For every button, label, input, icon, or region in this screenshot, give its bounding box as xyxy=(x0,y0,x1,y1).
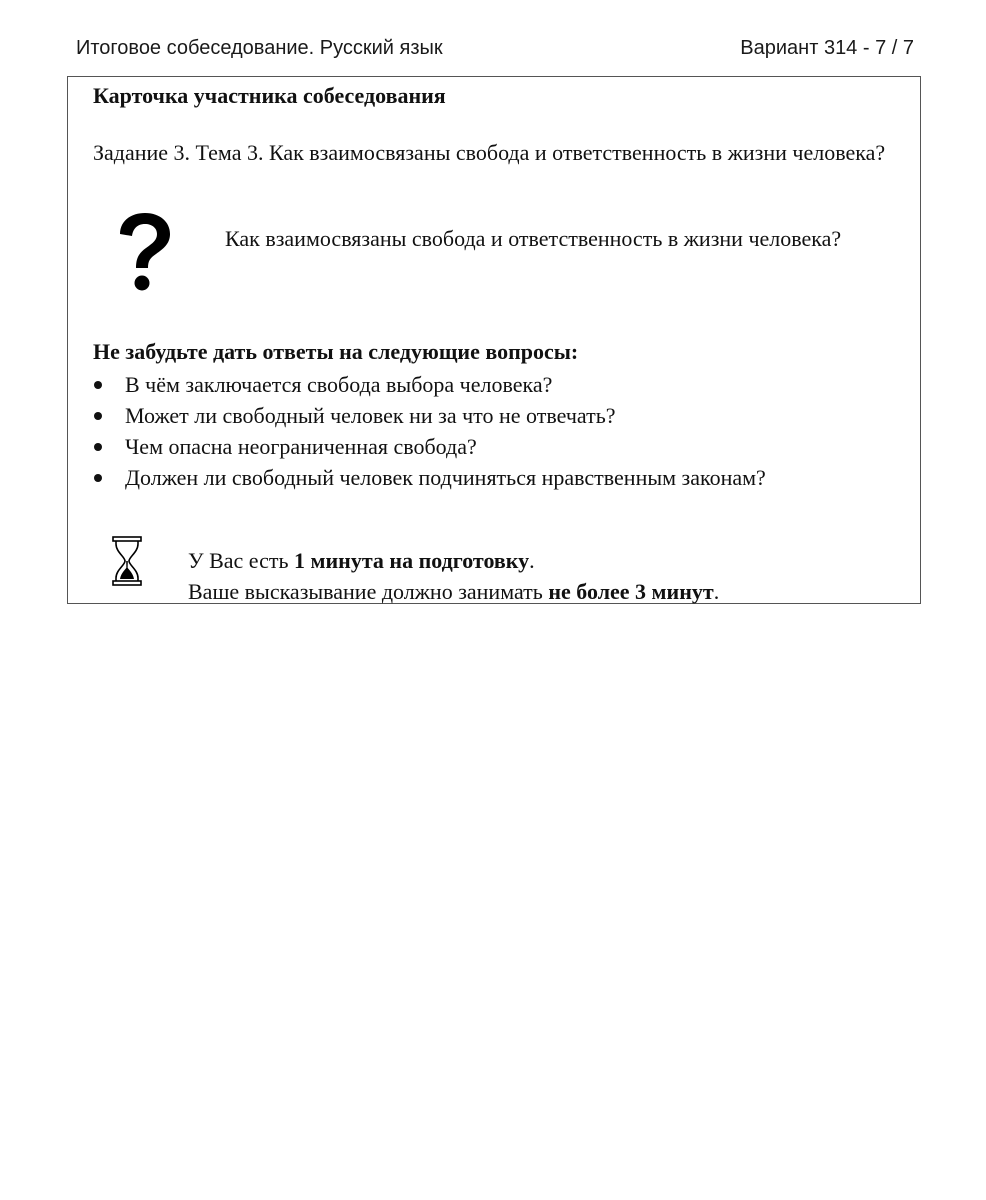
bullet-dot xyxy=(94,474,102,482)
exam-title: Итоговое собеседование. Русский язык xyxy=(76,36,443,59)
prep-time-line: У Вас есть 1 минута на подготовку. xyxy=(188,548,535,573)
main-question: Как взаимосвязаны свобода и ответственность в жизни человека? xyxy=(225,226,842,251)
participant-card xyxy=(67,76,921,604)
variant-page-number: Вариант 314 - 7 / 7 xyxy=(740,36,914,59)
task-topic: Задание 3. Тема 3. Как взаимосвязаны свобода и ответственность в жизни человека? xyxy=(93,140,886,165)
question-mark-icon xyxy=(112,212,178,294)
bullet-dot xyxy=(94,443,102,451)
bullet-dot xyxy=(94,412,102,420)
list-item: Чем опасна неограниченная свобода? xyxy=(93,431,893,462)
hourglass-icon xyxy=(112,536,142,586)
time-note xyxy=(188,545,719,607)
guiding-questions-list xyxy=(93,369,893,493)
list-item: Может ли свободный человек ни за что не отвечать? xyxy=(93,400,893,431)
list-item: Должен ли свободный человек подчиняться нравственным законам? xyxy=(93,462,893,493)
card-title: Карточка участника собеседования xyxy=(93,83,446,108)
answer-time-line: Ваше высказывание должно занимать не более 3 минут. xyxy=(188,579,720,604)
reminder-heading: Не забудьте дать ответы на следующие вопросы: xyxy=(93,339,579,364)
list-item: В чём заключается свобода выбора человека? xyxy=(93,369,893,400)
bullet-dot xyxy=(94,381,102,389)
page-header xyxy=(76,34,914,62)
